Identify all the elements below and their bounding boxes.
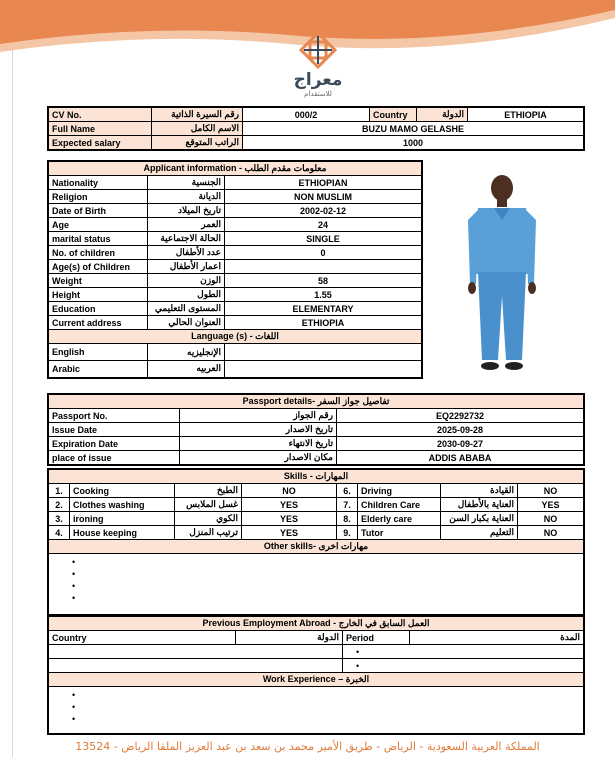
list-item [72, 701, 580, 713]
passport-row-label-ar: مكان الاصدار [180, 451, 337, 466]
skill-label-ar: الطبخ [175, 484, 242, 498]
language-row-label: Arabic [48, 361, 148, 378]
skill-value: YES [242, 512, 337, 526]
applicant-row-label: Weight [48, 274, 148, 288]
header-table [47, 106, 585, 151]
skill-value: NO [518, 484, 585, 498]
skill-label-ar: غسل الملابس [175, 498, 242, 512]
logo-mark-icon [298, 30, 338, 70]
applicant-row-label: Date of Birth [48, 204, 148, 218]
language-row-label-ar: الإنجليزيه [148, 344, 225, 361]
skill-number: 8. [337, 512, 358, 526]
applicant-row-label-ar: الوزن [148, 274, 225, 288]
applicant-row-value: 24 [225, 218, 423, 232]
skill-number: 9. [337, 526, 358, 540]
skills-table [47, 468, 585, 616]
skill-label: Driving [358, 484, 441, 498]
applicant-row-label-ar: العنوان الحالي [148, 316, 225, 330]
language-row-label-ar: العربيه [148, 361, 225, 378]
passport-title: Passport details- تفاصيل جواز السفر [48, 394, 584, 409]
skill-label: Cooking [70, 484, 175, 498]
full-name-label: Full Name [48, 122, 152, 136]
skills-title: Skills - المهارات [48, 469, 584, 484]
other-skills-title: Other skills- مهارات اخرى [48, 540, 584, 554]
skill-number: 4. [48, 526, 70, 540]
applicant-row-label-ar: الديانة [148, 190, 225, 204]
skill-number: 7. [337, 498, 358, 512]
footer-address: المملكة العربية السعودية - الرياض - طريق الأمير محمد بن سعد بن عبد العزيز الملقا الرياض - 13524 [75, 740, 540, 753]
applicant-row-label: No. of children [48, 246, 148, 260]
passport-row-value: ADDIS ABABA [337, 451, 585, 466]
salary-label: Expected salary [48, 136, 152, 151]
country-label: Country [370, 107, 417, 122]
logo-arabic-name: معراج [293, 70, 343, 90]
applicant-row-label-ar: الحالة الاجتماعية [148, 232, 225, 246]
salary-label-ar: الراتب المتوقع [152, 136, 243, 151]
list-item [72, 592, 580, 604]
person-figure-icon [434, 164, 572, 380]
previous-employment-title: Previous Employment Abroad - العمل السابق في الخارج [48, 616, 584, 631]
skill-label-ar: القيادة [441, 484, 518, 498]
applicant-row-value: ETHIOPIA [225, 316, 423, 330]
list-item [72, 689, 580, 701]
period-header-ar: المدة [410, 631, 585, 645]
country-header-ar: الدولة [236, 631, 343, 645]
language-row-value [225, 361, 423, 378]
country-header: Country [48, 631, 236, 645]
skill-value: YES [518, 498, 585, 512]
full-name-value: BUZU MAMO GELASHE [243, 122, 585, 136]
period-header: Period [343, 631, 410, 645]
applicant-row-value: 0 [225, 246, 423, 260]
passport-row-value: 2025-09-28 [337, 423, 585, 437]
skill-label: House keeping [70, 526, 175, 540]
skill-label-ar: ترتيب المنزل [175, 526, 242, 540]
skill-value: NO [518, 512, 585, 526]
language-title: Language (s) - اللغات [48, 330, 422, 344]
cv-no-label-ar: رقم السيرة الذاتية [152, 107, 243, 122]
applicant-row-value: NON MUSLIM [225, 190, 423, 204]
skill-value: YES [242, 526, 337, 540]
skill-label-ar: العناية بالأطفال [441, 498, 518, 512]
applicant-row-label-ar: اعمار الأطفال [148, 260, 225, 274]
skill-value: YES [242, 498, 337, 512]
skill-label: Elderly care [358, 512, 441, 526]
passport-row-label: Expiration Date [48, 437, 180, 451]
applicant-row-label-ar: عدد الأطفال [148, 246, 225, 260]
skill-label-ar: التعليم [441, 526, 518, 540]
list-item [72, 580, 580, 592]
applicant-row-label-ar: تاريخ الميلاد [148, 204, 225, 218]
cv-no-value: 000/2 [243, 107, 370, 122]
applicant-row-label: Education [48, 302, 148, 316]
skill-number: 6. [337, 484, 358, 498]
applicant-row-label-ar: الطول [148, 288, 225, 302]
applicant-table [47, 160, 423, 379]
skill-label-ar: العناية بكبار السن [441, 512, 518, 526]
applicant-row-label: marital status [48, 232, 148, 246]
company-logo [278, 30, 358, 110]
applicant-row-value: ETHIOPIAN [225, 176, 423, 190]
skill-value: NO [242, 484, 337, 498]
work-experience-title: Work Experience – الخبرة [48, 673, 584, 687]
applicant-row-value: 58 [225, 274, 423, 288]
skill-value: NO [518, 526, 585, 540]
skill-label-ar: الكوي [175, 512, 242, 526]
list-item [72, 556, 580, 568]
applicant-row-label: Current address [48, 316, 148, 330]
passport-row-label: place of issue [48, 451, 180, 466]
passport-row-label: Passport No. [48, 409, 180, 423]
skill-number: 2. [48, 498, 70, 512]
passport-table [47, 393, 585, 466]
skill-number: 1. [48, 484, 70, 498]
passport-row-label-ar: تاريخ الاصدار [180, 423, 337, 437]
previous-country-cell [48, 645, 343, 659]
applicant-row-value: 1.55 [225, 288, 423, 302]
passport-row-label-ar: رقم الجواز [180, 409, 337, 423]
applicant-row-label: Religion [48, 190, 148, 204]
previous-period-cell: • [343, 645, 585, 659]
language-row-label: English [48, 344, 148, 361]
applicant-row-label: Age [48, 218, 148, 232]
work-experience-list [48, 687, 584, 735]
full-name-label-ar: الاسم الكامل [152, 122, 243, 136]
applicant-row-label: Height [48, 288, 148, 302]
logo-arabic-sub: للاستقدام [304, 90, 332, 98]
applicant-photo [434, 164, 572, 380]
applicant-row-label-ar: العمر [148, 218, 225, 232]
salary-value: 1000 [243, 136, 585, 151]
previous-employment-table [47, 615, 585, 735]
applicant-row-value [225, 260, 423, 274]
skill-label: ironing [70, 512, 175, 526]
applicant-row-value: ELEMENTARY [225, 302, 423, 316]
applicant-row-label: Nationality [48, 176, 148, 190]
cv-no-label: CV No. [48, 107, 152, 122]
country-value: ETHIOPIA [468, 107, 585, 122]
skill-label: Tutor [358, 526, 441, 540]
previous-country-cell [48, 659, 343, 673]
country-label-ar: الدولة [417, 107, 468, 122]
passport-row-label-ar: تاريخ الانتهاء [180, 437, 337, 451]
previous-period-cell: • [343, 659, 585, 673]
passport-row-value: EQ2292732 [337, 409, 585, 423]
applicant-title: Applicant information - معلومات مقدم الطلب [48, 161, 422, 176]
skill-number: 3. [48, 512, 70, 526]
skill-label: Children Care [358, 498, 441, 512]
applicant-row-label: Age(s) of Children [48, 260, 148, 274]
applicant-row-value: 2002-02-12 [225, 204, 423, 218]
applicant-row-label-ar: الجنسية [148, 176, 225, 190]
list-item [72, 568, 580, 580]
applicant-row-value: SINGLE [225, 232, 423, 246]
skill-label: Clothes washing [70, 498, 175, 512]
list-item [72, 713, 580, 725]
other-skills-list [48, 554, 584, 616]
passport-row-value: 2030-09-27 [337, 437, 585, 451]
applicant-row-label-ar: المستوى التعليمي [148, 302, 225, 316]
passport-row-label: Issue Date [48, 423, 180, 437]
language-row-value [225, 344, 423, 361]
